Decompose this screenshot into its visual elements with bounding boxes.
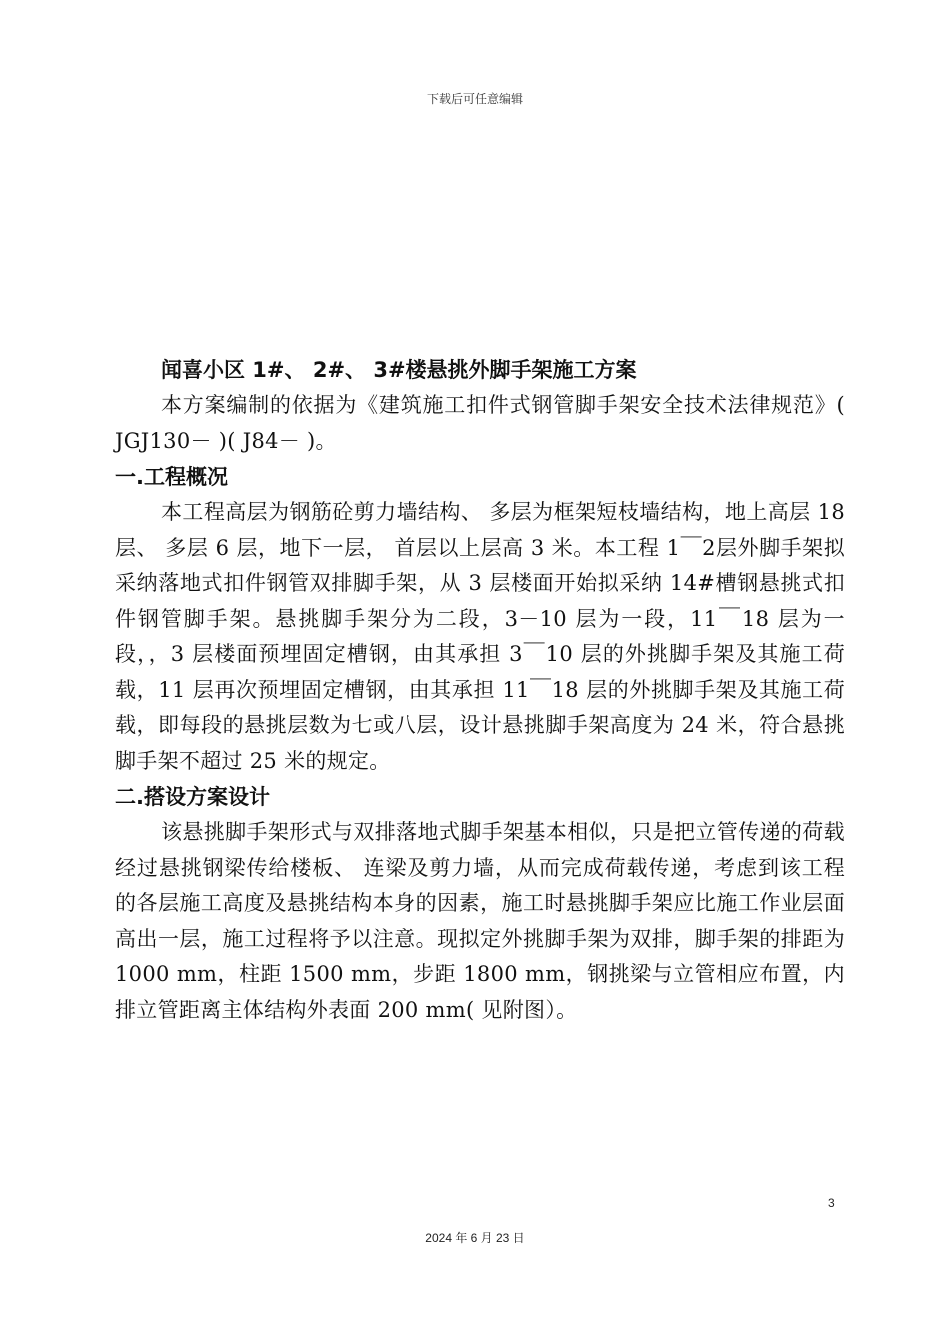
page-number: 3: [828, 1196, 835, 1210]
section-heading-overview: 一.工程概况: [115, 465, 228, 489]
header-note: 下载后可任意编辑: [426, 92, 523, 106]
intro-paragraph: 本方案编制的依据为《建筑施工扣件式钢管脚手架安全技术法律规范》( JGJ130－ )( J84－ )。: [115, 393, 845, 453]
footer-date: 2024 年 6 月 23 日: [425, 1231, 525, 1245]
section-paragraph-overview: 本工程高层为钢筋砼剪力墙结构、 多层为框架短枝墙结构，地上高层 18 层、 多层 6 层，地下一层， 首层以上层高 3 米。本工程 1￣2层外脚手架拟采纳落地式扣件钢管双排脚手架，从 3 层楼面开始拟采纳 14#槽钢悬挑式扣件钢管脚手架。悬挑脚手架分为二段，3－10 层为一段，11￣18 层为一段，，3 层楼面预埋固定槽钢，由其承担 3￣10 层的外挑脚手架及其施工荷载，11 层再次预埋固定槽钢，由其承担 11￣18 层的外挑脚手架及其施工荷载，即每段的悬挑层数为七或八层，设计悬挑脚手架高度为 24 米，符合悬挑脚手架不超过 25 米的规定。: [115, 500, 845, 773]
section-heading-design: 二.搭设方案设计: [115, 785, 270, 809]
document-body: [115, 352, 845, 1028]
document-title: 闻喜小区 1#、 2#、 3#楼悬挑外脚手架施工方案: [161, 358, 637, 382]
section-paragraph-design: 该悬挑脚手架形式与双排落地式脚手架基本相似，只是把立管传递的荷载经过悬挑钢梁传给楼板、 连梁及剪力墙，从而完成荷载传递，考虑到该工程的各层施工高度及悬挑结构本身的因素，施工时悬挑脚手架应比施工作业层面高出一层，施工过程将予以注意。现拟定外挑脚手架为双排，脚手架的排距为 1000 mm，柱距 1500 mm，步距 1800 mm，钢挑梁与立管相应布置，内排立管距离主体结构外表面 200 mm( 见附图）。: [115, 820, 845, 1022]
